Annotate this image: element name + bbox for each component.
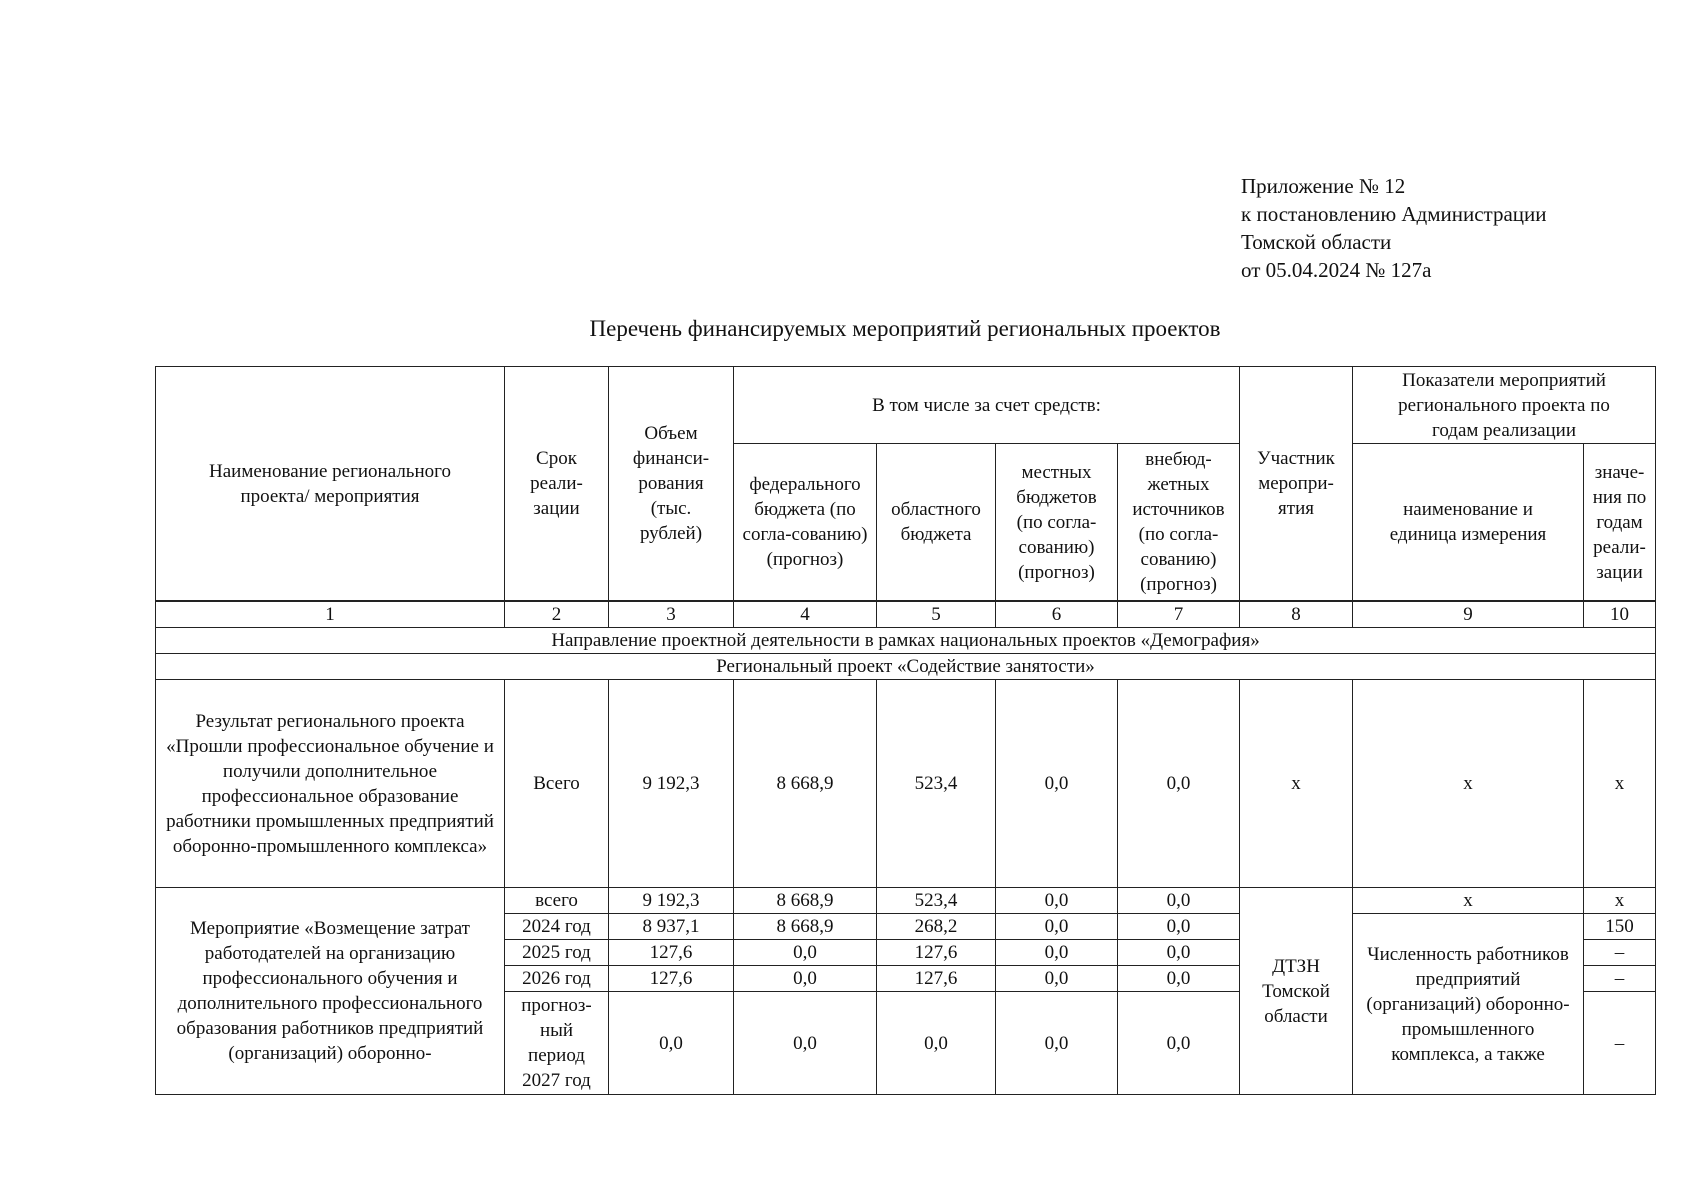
header-offbudget: внебюд-жетных источников (по согла-сованию) (прогноз) xyxy=(1118,444,1240,602)
result-regional: 523,4 xyxy=(877,680,996,888)
measure-value: – xyxy=(1584,992,1656,1095)
appendix-line: Приложение № 12 xyxy=(1241,174,1406,198)
measure-regional: 127,6 xyxy=(877,966,996,992)
column-number: 10 xyxy=(1584,601,1656,628)
measure-regional: 523,4 xyxy=(877,888,996,914)
header-including: В том числе за счет средств: xyxy=(734,367,1240,444)
result-federal: 8 668,9 xyxy=(734,680,877,888)
header-volume: Объем финанси-рования (тыс. рублей) xyxy=(609,367,734,602)
measure-participant: ДТЗН Томской области xyxy=(1240,888,1353,1095)
measure-term: прогноз-ный период 2027 год xyxy=(505,992,609,1095)
appendix-line: от 05.04.2024 № 127а xyxy=(1241,258,1432,282)
column-numbers-row xyxy=(156,601,1656,628)
measure-indicator-name: Численность работников предприятий (организаций) оборонно-промышленного комплекса, а также xyxy=(1353,914,1584,1095)
measure-federal: 0,0 xyxy=(734,940,877,966)
measure-indicator-total: x xyxy=(1353,888,1584,914)
measure-name: Мероприятие «Возмещение затрат работодателей на организацию профессионального обучения и дополнительного профессионального образования работников предприятий (организаций) оборонно- xyxy=(156,888,505,1095)
header-row-top xyxy=(156,367,1656,444)
header-indicator-values: значе-ния по годам реали-зации xyxy=(1584,444,1656,602)
measure-term: 2024 год xyxy=(505,914,609,940)
header-indicator-name: наименование и единица измерения xyxy=(1353,444,1584,602)
measure-local: 0,0 xyxy=(996,888,1118,914)
header-indicators: Показатели мероприятий регионального проекта по годам реализации xyxy=(1353,367,1656,444)
project-heading: Региональный проект «Содействие занятости» xyxy=(156,654,1656,680)
column-number: 1 xyxy=(156,601,505,628)
header-participant: Участник меропри-ятия xyxy=(1240,367,1353,602)
measure-volume: 8 937,1 xyxy=(609,914,734,940)
header-regional: областного бюджета xyxy=(877,444,996,602)
measure-offbudget: 0,0 xyxy=(1118,992,1240,1095)
result-row xyxy=(156,680,1656,888)
measure-term: 2026 год xyxy=(505,966,609,992)
result-local: 0,0 xyxy=(996,680,1118,888)
result-offbudget: 0,0 xyxy=(1118,680,1240,888)
measure-offbudget: 0,0 xyxy=(1118,888,1240,914)
column-number: 3 xyxy=(609,601,734,628)
column-number: 2 xyxy=(505,601,609,628)
column-number: 6 xyxy=(996,601,1118,628)
result-name: Результат регионального проекта «Прошли профессиональное обучение и получили дополнительное профессиональное образование работники промышленных предприятий оборонно-промышленного комплекса» xyxy=(156,680,505,888)
result-participant: x xyxy=(1240,680,1353,888)
measure-term: 2025 год xyxy=(505,940,609,966)
column-number: 8 xyxy=(1240,601,1353,628)
measure-local: 0,0 xyxy=(996,992,1118,1095)
projects-table xyxy=(155,366,1656,1095)
header-local: местных бюджетов (по согла-сованию) (прогноз) xyxy=(996,444,1118,602)
document-title: Перечень финансируемых мероприятий региональных проектов xyxy=(589,316,1221,341)
result-volume: 9 192,3 xyxy=(609,680,734,888)
column-number: 7 xyxy=(1118,601,1240,628)
measure-local: 0,0 xyxy=(996,966,1118,992)
measure-federal: 8 668,9 xyxy=(734,914,877,940)
result-indicator-value: x xyxy=(1584,680,1656,888)
result-term: Всего xyxy=(505,680,609,888)
appendix-block xyxy=(1241,172,1547,284)
measure-value: x xyxy=(1584,888,1656,914)
measure-regional: 0,0 xyxy=(877,992,996,1095)
header-name: Наименование регионального проекта/ мероприятия xyxy=(156,367,505,602)
measure-term: всего xyxy=(505,888,609,914)
measure-volume: 9 192,3 xyxy=(609,888,734,914)
measure-value: 150 xyxy=(1584,914,1656,940)
appendix-line: к постановлению Администрации xyxy=(1241,202,1547,226)
result-indicator-name: x xyxy=(1353,680,1584,888)
direction-row xyxy=(156,628,1656,654)
measure-value: – xyxy=(1584,940,1656,966)
measure-row-total xyxy=(156,888,1656,914)
column-number: 4 xyxy=(734,601,877,628)
measure-value: – xyxy=(1584,966,1656,992)
measure-local: 0,0 xyxy=(996,940,1118,966)
measure-offbudget: 0,0 xyxy=(1118,914,1240,940)
measure-federal: 0,0 xyxy=(734,966,877,992)
measure-regional: 268,2 xyxy=(877,914,996,940)
measure-volume: 127,6 xyxy=(609,966,734,992)
measure-volume: 0,0 xyxy=(609,992,734,1095)
measure-offbudget: 0,0 xyxy=(1118,966,1240,992)
column-number: 9 xyxy=(1353,601,1584,628)
measure-federal: 0,0 xyxy=(734,992,877,1095)
column-number: 5 xyxy=(877,601,996,628)
measure-local: 0,0 xyxy=(996,914,1118,940)
direction-heading: Направление проектной деятельности в рамках национальных проектов «Демография» xyxy=(156,628,1656,654)
measure-volume: 127,6 xyxy=(609,940,734,966)
appendix-line: Томской области xyxy=(1241,230,1392,254)
measure-federal: 8 668,9 xyxy=(734,888,877,914)
measure-regional: 127,6 xyxy=(877,940,996,966)
project-row xyxy=(156,654,1656,680)
header-term: Срок реали-зации xyxy=(505,367,609,602)
measure-offbudget: 0,0 xyxy=(1118,940,1240,966)
header-federal: федерального бюджета (по согла-сованию) (прогноз) xyxy=(734,444,877,602)
